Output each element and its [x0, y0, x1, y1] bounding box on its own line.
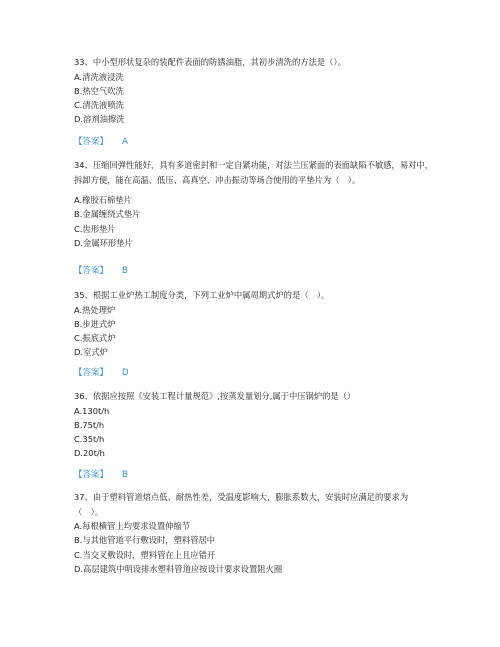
- answer-label: 【答案】: [74, 266, 109, 276]
- answer-value: A: [122, 137, 128, 147]
- question-36: [74, 389, 434, 461]
- answer-label: 【答案】: [74, 368, 109, 378]
- option-d: D.溶剂油擦洗: [74, 114, 125, 125]
- answer-label: 【答案】: [74, 137, 109, 147]
- answer-label: 【答案】: [74, 470, 109, 480]
- option-d: D.金属环形垫片: [74, 237, 133, 248]
- option-c: C.齿形垫片: [74, 223, 116, 234]
- option-b: B.与其他管道平行敷设时，塑料管居中: [74, 535, 216, 546]
- answer-value: D: [122, 368, 129, 378]
- option-c: C.当交叉敷设时，塑料管在上且应错开: [74, 549, 216, 560]
- option-b: B.热空气吹洗: [74, 85, 124, 96]
- question-text: 35、根据工业炉热工制度分类，下列工业炉中属周期式炉的是（ ）。: [74, 290, 330, 300]
- option-c: C.清洗液喷洗: [74, 100, 124, 111]
- question-34: [74, 158, 434, 250]
- option-b: B.步进式炉: [74, 318, 116, 329]
- question-37: [74, 490, 434, 576]
- question-text: 34、压缩回弹性能好，具有多道密封和一定自紧功能，对法兰压紧面的表面缺陷不敏感，易对中，拆卸方便，能在高温、低压、高真空、冲击振动等场合使用的平垫片为（ ）。: [74, 160, 434, 185]
- question-33: [74, 55, 434, 127]
- option-d: D.高层建筑中明设排水塑料管道应按设计要求设置阻火圈: [74, 563, 283, 574]
- answer-36: [74, 468, 128, 482]
- option-b: B.金属缠绕式垫片: [74, 209, 141, 220]
- question-text: 36、依据应按照《安装工程计量规范》,按蒸发量划分,属于中压锅炉的是（）: [74, 391, 356, 401]
- option-a: A.热处理炉: [74, 304, 116, 315]
- answer-35: [74, 366, 129, 380]
- option-d: D.室式炉: [74, 347, 108, 358]
- option-a: A.每根横管上均要求设置伸缩节: [74, 521, 191, 531]
- option-c: C.35t/h: [74, 434, 105, 445]
- answer-34: [74, 264, 128, 278]
- option-a: A.清洗液浸洗: [74, 71, 124, 82]
- question-35: [74, 288, 434, 360]
- question-text: 33、中小型形状复杂的装配件表面的防锈油脂，其初步清洗的方法是（）。: [74, 57, 346, 67]
- answer-value: B: [122, 266, 128, 276]
- option-c: C.振底式炉: [74, 333, 116, 344]
- question-text: 37、由于塑料管道熔点低、耐热性差，受温度影响大，膨胀系数大，安装时应满足的要求为（ ）。: [74, 492, 409, 517]
- option-a: A.橡胶石棉垫片: [74, 195, 132, 205]
- option-a: A.130t/h: [74, 405, 110, 416]
- answer-33: [74, 135, 128, 149]
- option-d: D.20t/h: [74, 448, 105, 459]
- option-b: B.75t/h: [74, 419, 105, 430]
- answer-value: B: [122, 470, 128, 480]
